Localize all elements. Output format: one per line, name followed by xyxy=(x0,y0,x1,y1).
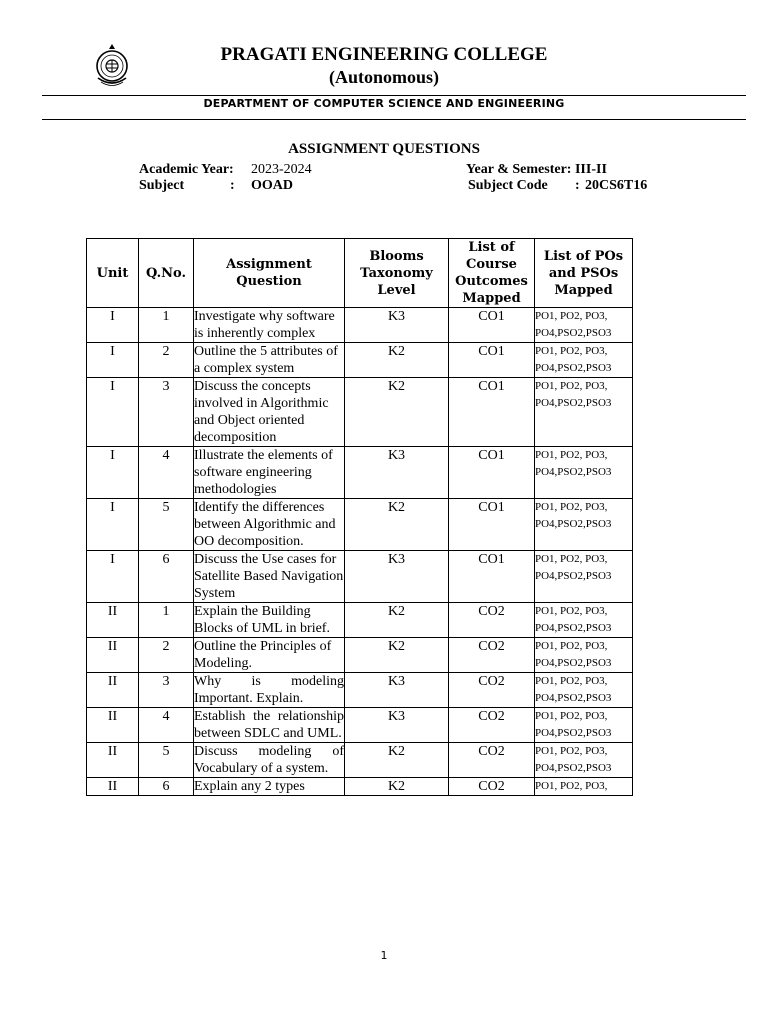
cell-co: CO1 xyxy=(449,551,535,603)
college-name: PRAGATI ENGINEERING COLLEGE xyxy=(220,44,548,65)
cell-blooms: K3 xyxy=(345,308,449,343)
header-divider-top xyxy=(42,95,746,96)
cell-unit: II xyxy=(87,743,139,778)
table-row xyxy=(87,673,633,708)
header-divider-bottom xyxy=(42,119,746,120)
table-row xyxy=(87,343,633,378)
cell-unit: I xyxy=(87,551,139,603)
cell-qno: 5 xyxy=(139,743,194,778)
cell-blooms: K2 xyxy=(345,378,449,447)
cell-unit: II xyxy=(87,638,139,673)
cell-co: CO2 xyxy=(449,673,535,708)
subject-code-label: Subject Code xyxy=(468,178,548,193)
cell-blooms: K2 xyxy=(345,638,449,673)
autonomous-label: (Autonomous) xyxy=(328,67,439,87)
cell-co: CO2 xyxy=(449,603,535,638)
cell-blooms: K3 xyxy=(345,551,449,603)
cell-question: Explain the Building Blocks of UML in brief. xyxy=(194,603,345,638)
academic-year-value: 2023-2024 xyxy=(251,162,312,177)
subject-label: Subject xyxy=(139,178,185,193)
table-row xyxy=(87,603,633,638)
header-question: Assignment Question xyxy=(194,239,345,308)
cell-qno: 6 xyxy=(139,778,194,796)
year-semester: Year & Semester: III-II xyxy=(466,162,607,177)
cell-po: PO1, PO2, PO3, PO4,PSO2,PSO3 xyxy=(535,603,633,638)
cell-po: PO1, PO2, PO3, PO4,PSO2,PSO3 xyxy=(535,308,633,343)
cell-unit: II xyxy=(87,673,139,708)
department-name: DEPARTMENT OF COMPUTER SCIENCE AND ENGINEERING xyxy=(203,97,565,110)
page-number: 1 xyxy=(380,949,388,962)
table-row xyxy=(87,551,633,603)
subject-code-value: 20CS6T16 xyxy=(585,178,648,193)
table-row xyxy=(87,499,633,551)
cell-po: PO1, PO2, PO3, xyxy=(535,778,633,796)
header-qno: Q.No. xyxy=(139,239,194,308)
cell-unit: I xyxy=(87,378,139,447)
subject-colon: : xyxy=(230,178,235,193)
table-row xyxy=(87,638,633,673)
cell-unit: I xyxy=(87,499,139,551)
header-blooms: Blooms Taxonomy Level xyxy=(345,239,449,308)
header-pos-psos: List of POs and PSOs Mapped xyxy=(535,239,633,308)
table-row xyxy=(87,378,633,447)
cell-question: Explain any 2 types xyxy=(194,778,345,796)
cell-po: PO1, PO2, PO3, PO4,PSO2,PSO3 xyxy=(535,343,633,378)
cell-po: PO1, PO2, PO3, PO4,PSO2,PSO3 xyxy=(535,499,633,551)
cell-blooms: K2 xyxy=(345,603,449,638)
cell-co: CO2 xyxy=(449,708,535,743)
cell-qno: 1 xyxy=(139,603,194,638)
cell-co: CO1 xyxy=(449,499,535,551)
cell-unit: I xyxy=(87,308,139,343)
cell-unit: I xyxy=(87,343,139,378)
cell-question: Outline the 5 attributes of a complex system xyxy=(194,343,345,378)
cell-qno: 2 xyxy=(139,638,194,673)
cell-blooms: K2 xyxy=(345,743,449,778)
assignment-questions-table xyxy=(86,238,633,796)
cell-co: CO1 xyxy=(449,308,535,343)
cell-question: Identify the differences between Algorithmic and OO decomposition. xyxy=(194,499,345,551)
header-course-outcomes: List of Course Outcomes Mapped xyxy=(449,239,535,308)
cell-qno: 6 xyxy=(139,551,194,603)
cell-question: Discuss modeling of Vocabulary of a system. xyxy=(194,744,344,776)
cell-question: Discuss the Use cases for Satellite Based Navigation System xyxy=(194,552,344,601)
cell-unit: II xyxy=(87,708,139,743)
table-row xyxy=(87,708,633,743)
cell-po: PO1, PO2, PO3, PO4,PSO2,PSO3 xyxy=(535,447,633,499)
cell-question: Why is modeling Important. Explain. xyxy=(194,674,344,706)
cell-po: PO1, PO2, PO3, PO4,PSO2,PSO3 xyxy=(535,551,633,603)
cell-co: CO2 xyxy=(449,743,535,778)
subject-code-colon: : xyxy=(575,178,580,193)
cell-qno: 1 xyxy=(139,308,194,343)
cell-qno: 5 xyxy=(139,499,194,551)
cell-co: CO1 xyxy=(449,378,535,447)
cell-qno: 3 xyxy=(139,378,194,447)
cell-question: Illustrate the elements of software engineering methodologies xyxy=(194,447,345,499)
table-row xyxy=(87,778,633,796)
table-row xyxy=(87,308,633,343)
page-title: ASSIGNMENT QUESTIONS xyxy=(288,141,480,157)
cell-po: PO1, PO2, PO3, PO4,PSO2,PSO3 xyxy=(535,673,633,708)
cell-question: Investigate why software is inherently complex xyxy=(194,308,345,343)
cell-qno: 4 xyxy=(139,708,194,743)
subject-value: OOAD xyxy=(251,178,293,193)
cell-po: PO1, PO2, PO3, PO4,PSO2,PSO3 xyxy=(535,708,633,743)
cell-blooms: K3 xyxy=(345,708,449,743)
cell-blooms: K3 xyxy=(345,673,449,708)
cell-po: PO1, PO2, PO3, PO4,PSO2,PSO3 xyxy=(535,743,633,778)
cell-co: CO2 xyxy=(449,778,535,796)
cell-qno: 3 xyxy=(139,673,194,708)
cell-question: Outline the Principles of Modeling. xyxy=(194,638,345,673)
cell-unit: I xyxy=(87,447,139,499)
cell-blooms: K3 xyxy=(345,447,449,499)
cell-qno: 4 xyxy=(139,447,194,499)
table-header-row xyxy=(87,239,633,308)
cell-co: CO1 xyxy=(449,447,535,499)
cell-blooms: K2 xyxy=(345,343,449,378)
table-row xyxy=(87,447,633,499)
cell-po: PO1, PO2, PO3, PO4,PSO2,PSO3 xyxy=(535,638,633,673)
cell-question: Discuss the concepts involved in Algorithmic and Object oriented decomposition xyxy=(194,378,345,447)
cell-qno: 2 xyxy=(139,343,194,378)
cell-po: PO1, PO2, PO3, PO4,PSO2,PSO3 xyxy=(535,378,633,447)
cell-blooms: K2 xyxy=(345,778,449,796)
cell-unit: II xyxy=(87,778,139,796)
cell-blooms: K2 xyxy=(345,499,449,551)
cell-co: CO1 xyxy=(449,343,535,378)
header-unit: Unit xyxy=(87,239,139,308)
cell-question: Establish the relationship between SDLC and UML. xyxy=(194,709,344,741)
cell-unit: II xyxy=(87,603,139,638)
academic-year-label: Academic Year: xyxy=(139,162,234,177)
table-row xyxy=(87,743,633,778)
cell-co: CO2 xyxy=(449,638,535,673)
